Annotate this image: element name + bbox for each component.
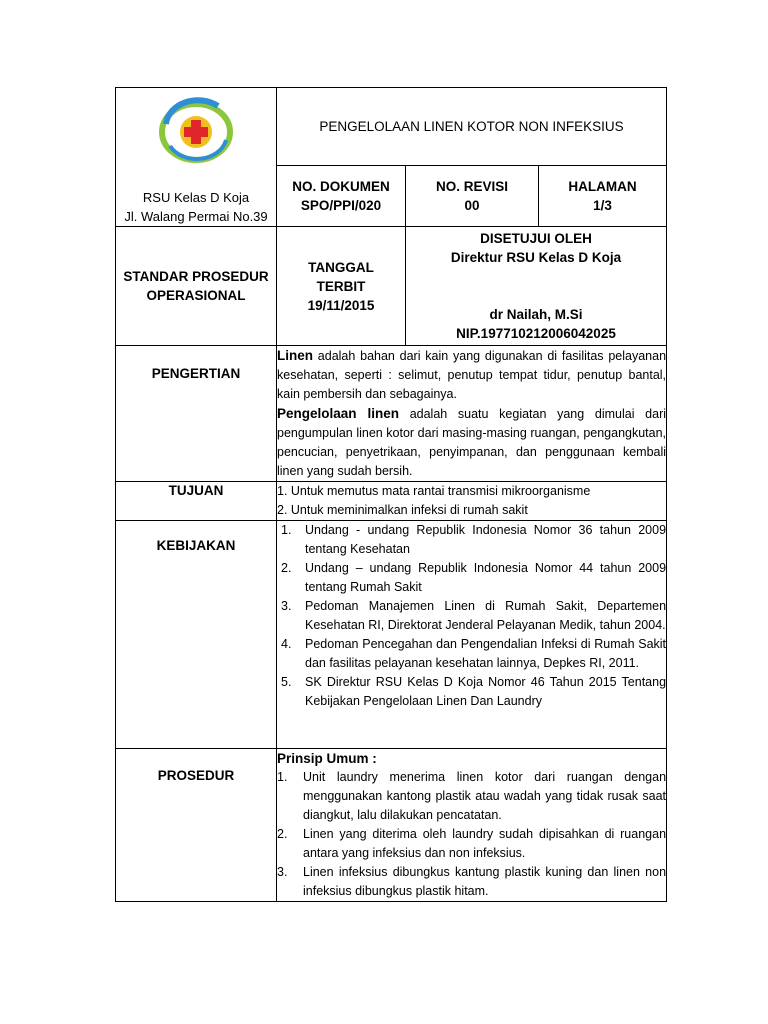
prosedur-list [277,768,666,901]
sop-document-table [115,87,667,902]
tujuan-label-cell [116,482,277,521]
sop-label-line1: STANDAR PROSEDUR [123,269,269,284]
pengertian-content [277,346,667,482]
revision-value: 00 [464,198,480,214]
tujuan-item: 2. Untuk meminimalkan infeksi di rumah sakit [277,503,528,517]
page-label: HALAMAN [568,179,637,195]
sop-label-line2: OPERASIONAL [146,288,246,303]
signer-nip: NIP.197710212006042025 [456,326,616,341]
approval-position: Direktur RSU Kelas D Koja [450,250,622,265]
list-item: 4. Pedoman Pencegahan dan Pengendalian Infeksi di Rumah Sakit dan fasilitas pelayanan kesehatan lainnya, Depkes RI, 2011. [281,637,667,670]
hospital-logo [156,94,236,166]
page-value: 1/3 [593,198,612,214]
kebijakan-content [277,521,667,749]
pengertian-label: PENGERTIAN [151,366,241,381]
kebijakan-label: KEBIJAKAN [156,538,236,553]
list-item: 3. Pedoman Manajemen Linen di Rumah Sakit, Departemen Kesehatan RI, Direktorat Jenderal Pelayanan Medik, tahun 2004. [281,599,667,632]
issue-date-label1: TANGGAL [308,259,374,275]
list-item: 3. Linen infeksius dibungkus kantung plastik kuning dan linen non infeksius dibungkus plastik hitam. [277,865,667,898]
issue-date-value: 19/11/2015 [307,297,375,313]
term-pengelolaan-linen: Pengelolaan linen [277,406,399,421]
definition-linen: adalah bahan dari kain yang digunakan di fasilitas pelayanan kesehatan, seperti : selimut, penutup tempat tidur, penutup bantal, kain pembersih dan sebagainya. [277,349,667,401]
tujuan-content [277,482,667,521]
prosedur-subtitle: Prinsip Umum : [277,751,377,766]
kebijakan-list [277,521,666,711]
doc-number-cell [277,166,406,227]
prosedur-label: PROSEDUR [157,768,235,783]
signer-name: dr Nailah, M.Si [489,307,583,322]
revision-cell [406,166,539,227]
term-linen: Linen [277,348,313,363]
pengertian-label-cell [116,346,277,482]
issue-date-cell [277,227,406,346]
list-item: 2. Undang – undang Republik Indonesia Nomor 44 tahun 2009 tentang Rumah Sakit [281,561,667,594]
list-item: 1. Undang - undang Republik Indonesia Nomor 36 tahun 2009 tentang Kesehatan [281,523,667,556]
issue-date-label2: TERBIT [316,278,366,294]
document-title: PENGELOLAAN LINEN KOTOR NON INFEKSIUS [319,119,624,135]
hospital-address: Jl. Walang Permai No.39 [124,209,268,224]
prosedur-label-cell [116,749,277,902]
approval-label: DISETUJUI OLEH [480,231,592,246]
sop-label-cell [116,227,277,346]
revision-label: NO. REVISI [435,179,508,195]
doc-number-value: SPO/PPI/020 [300,198,382,214]
hospital-identity-cell [116,88,277,227]
kebijakan-label-cell [116,521,277,749]
hospital-logo-icon [156,94,236,166]
pengertian-paragraph-2 [277,404,666,481]
tujuan-item: 1. Untuk memutus mata rantai transmisi mikroorganisme [277,484,591,498]
list-item: 2. Linen yang diterima oleh laundry sudah dipisahkan di ruangan antara yang infeksius dan non infeksius. [277,827,667,860]
doc-number-label: NO. DOKUMEN [292,179,390,195]
list-item: 5. SK Direktur RSU Kelas D Koja Nomor 46 Tahun 2015 Tentang Kebijakan Pengelolaan Linen Dan Laundry [281,675,667,708]
page-cell [539,166,667,227]
list-item: 1. Unit laundry menerima linen kotor dari ruangan dengan menggunakan kantong plastik atau wadah yang tidak rusak saat diangkut, lalu dilakukan pencatatan. [277,770,667,822]
pengertian-paragraph-1 [277,346,666,404]
hospital-name: RSU Kelas D Koja [142,190,250,205]
definition-pengelolaan-linen: adalah suatu kegiatan yang dimulai dari pengumpulan linen kotor dari masing-masing ruangan, pengangkutan, pencucian, penyetrikaan, penyimpanan, dan penggunaan kembali linen yang sudah bersih. [277,407,667,478]
document-title-cell [277,88,667,166]
approval-cell [406,227,667,346]
prosedur-content [277,749,667,902]
tujuan-label: TUJUAN [168,483,224,498]
